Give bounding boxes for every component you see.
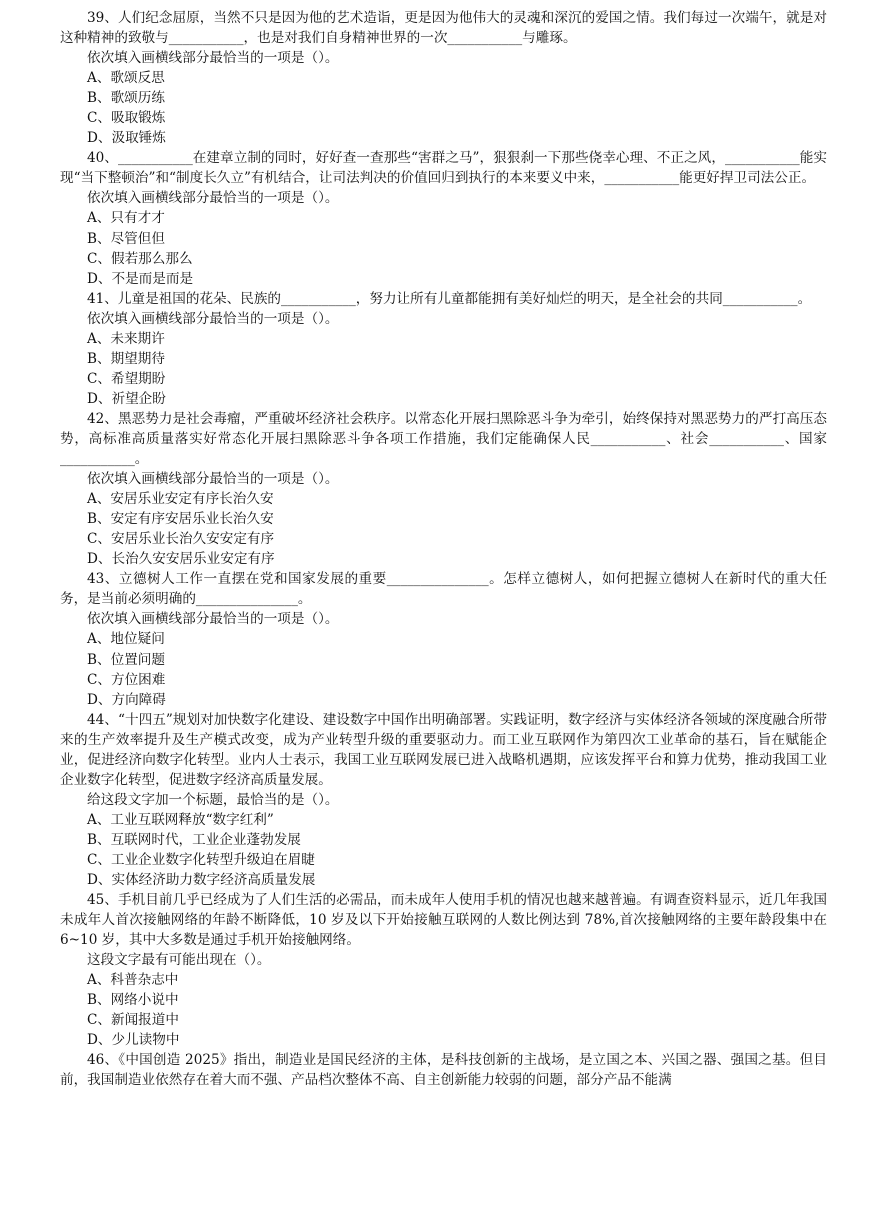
question-prompt: 依次填入画横线部分最恰当的一项是（）。	[87, 50, 339, 67]
option-c: C、吸取锻炼	[87, 110, 166, 127]
option-b: B、互联网时代，工业企业蓬勃发展	[87, 831, 301, 848]
option-a: A、安居乐业安定有序长治久安	[87, 491, 274, 508]
question-stem: 46、《中国创造 2025》指出，制造业是国民经济的主体，是科技创新的主战场，是立国之本、兴国之器、强国之基。但目前，我国制造业依然存在着大而不强、产品档次整体不高、自主创新能力较弱的问题，部分产品不能满	[60, 1052, 827, 1089]
question-43	[60, 569, 827, 709]
option-d: D、实体经济助力数字经济高质量发展	[87, 872, 316, 889]
option-a: A、只有才才	[87, 210, 165, 227]
option-d: D、方向障碍	[87, 691, 166, 708]
question-42	[60, 409, 827, 569]
question-46	[60, 1050, 827, 1090]
option-a: A、未来期许	[87, 330, 165, 347]
question-stem: 44、“十四五”规划对加快数字化建设、建设数字中国作出明确部署。实践证明，数字经济与实体经济各领域的深度融合所带来的生产效率提升及生产模式改变，成为产业转型升级的重要驱动力。而工业互联网作为第四次工业革命的基石，旨在赋能企业，促进经济向数字化转型。业内人士表示，我国工业互联网发展已进入战略机遇期，应该发挥平台和算力优势，推动我国工业企业数字化转型，促进数字经济高质量发展。	[60, 711, 827, 788]
question-stem: 40、___________在建章立制的同时，好好查一查那些“害群之马”，狠狠刹一下那些侥幸心理、不正之风，___________能实现“当下整顿治”和“制度长久立”有机结合，让司法判决的价值回归到执行的本来要义中来，___________能更好捍卫司法公正。	[60, 150, 827, 187]
option-d: D、祈望企盼	[87, 390, 166, 407]
option-c: C、新闻报道中	[87, 1012, 179, 1029]
question-45	[60, 890, 827, 1050]
option-d: D、汲取锤炼	[87, 130, 166, 147]
option-b: B、网络小说中	[87, 992, 179, 1009]
option-d: D、少儿读物中	[87, 1032, 180, 1049]
option-a: A、科普杂志中	[87, 972, 179, 989]
question-prompt: 依次填入画横线部分最恰当的一项是（）。	[87, 611, 339, 628]
option-b: B、歌颂历练	[87, 90, 165, 107]
question-stem: 43、立德树人工作一直摆在党和国家发展的重要_______________。怎样立德树人，如何把握立德树人在新时代的重大任务，是当前必须明确的_______________。	[60, 571, 827, 608]
option-d: D、不是而是而是	[87, 270, 194, 287]
question-stem: 41、儿童是祖国的花朵、民族的___________，努力让所有儿童都能拥有美好灿烂的明天，是全社会的共同___________。	[87, 290, 812, 307]
option-a: A、工业互联网释放“数字红利”	[87, 811, 274, 828]
question-44	[60, 710, 827, 890]
option-b: B、位置问题	[87, 651, 165, 668]
option-a: A、地位疑问	[87, 631, 165, 648]
option-c: C、工业企业数字化转型升级迫在眉睫	[87, 851, 315, 868]
question-prompt: 依次填入画横线部分最恰当的一项是（）。	[87, 190, 339, 207]
question-stem: 45、手机目前几乎已经成为了人们生活的必需品，而未成年人使用手机的情况也越来越普遍。有调查资料显示，近几年我国未成年人首次接触网络的年龄不断降低，10 岁及以下开始接触互联网的人数比例达到 78%,首次接触网络的主要年龄段集中在 6~10 岁，其中大多数是通过手机开始接触网络。	[60, 892, 827, 949]
option-c: C、安居乐业长治久安安定有序	[87, 531, 275, 548]
option-c: C、方位困难	[87, 671, 166, 688]
question-39	[60, 8, 827, 148]
option-a: A、歌颂反思	[87, 70, 165, 87]
question-41	[60, 289, 827, 409]
question-stem: 42、黑恶势力是社会毒瘤，严重破坏经济社会秩序。以常态化开展扫黑除恶斗争为牵引，始终保持对黑恶势力的严打高压态势，高标准高质量落实好常态化开展扫黑除恶斗争各项工作措施，我们定能确保人民___________、社会___________、国家___________。	[60, 410, 827, 468]
question-prompt: 给这段文字加一个标题，最恰当的是（）。	[87, 791, 339, 808]
question-prompt: 依次填入画横线部分最恰当的一项是（）。	[87, 310, 339, 327]
option-b: B、尽管但但	[87, 230, 165, 247]
option-b: B、期望期待	[87, 350, 165, 367]
question-40	[60, 148, 827, 288]
option-c: C、假若那么那么	[87, 250, 193, 267]
option-d: D、长治久安安居乐业安定有序	[87, 551, 275, 568]
question-prompt: 依次填入画横线部分最恰当的一项是（）。	[87, 471, 339, 488]
option-c: C、希望期盼	[87, 370, 166, 387]
question-prompt: 这段文字最有可能出现在（）。	[87, 952, 271, 969]
question-stem: 39、人们纪念屈原，当然不只是因为他的艺术造诣，更是因为他伟大的灵魂和深沉的爱国之情。我们每过一次端午，就是对这种精神的致敬与___________，也是对我们自身精神世界的一次___________与雕琢。	[60, 10, 827, 47]
option-b: B、安定有序安居乐业长治久安	[87, 511, 274, 528]
